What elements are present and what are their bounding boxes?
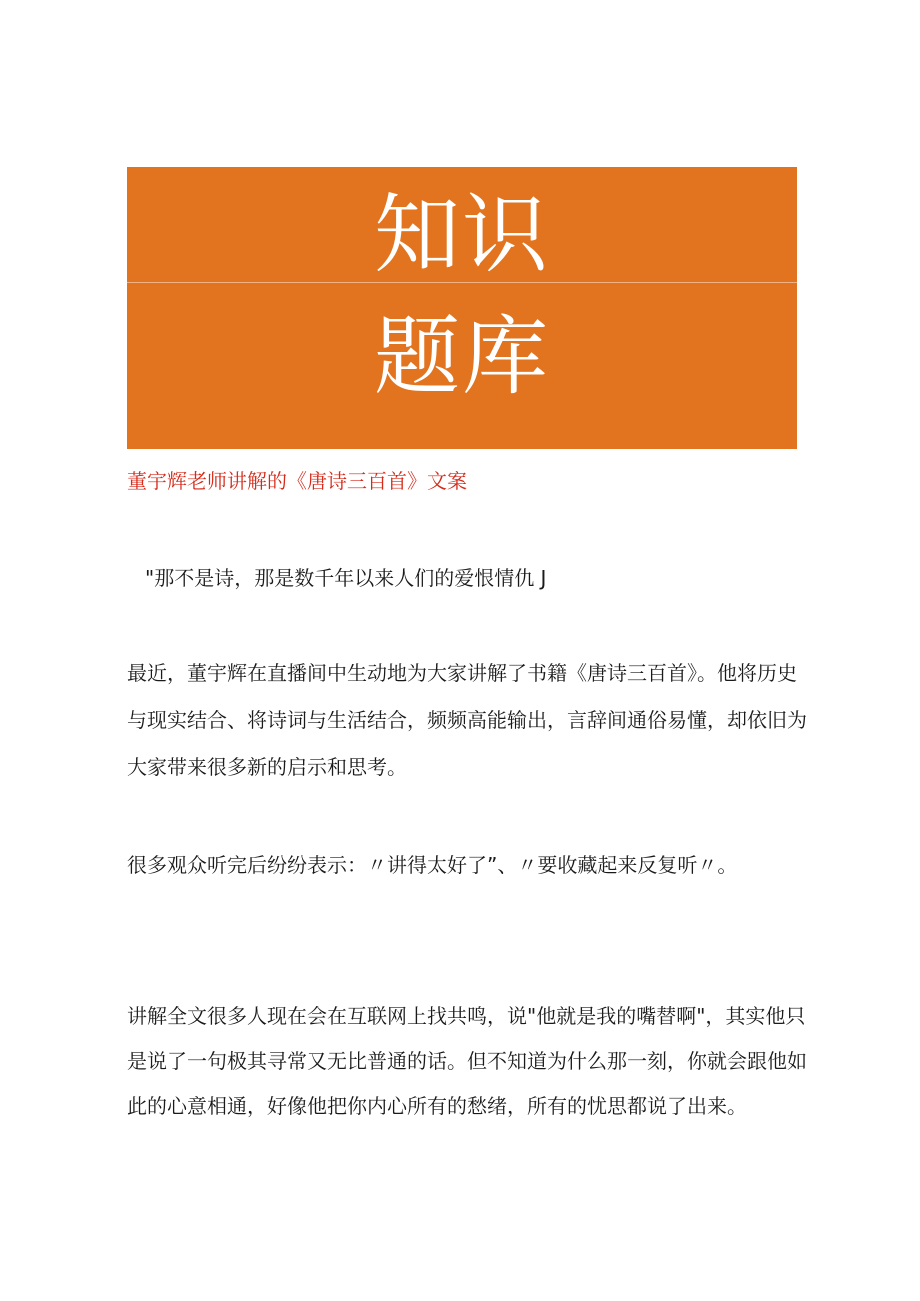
- banner-title-line2: 题库: [374, 307, 550, 407]
- document-subtitle: 董宇辉老师讲解的《唐诗三百首》文案: [127, 469, 467, 493]
- cover-banner: [127, 167, 797, 449]
- paragraph-intro: 最近，董宇辉在直播间中生动地为大家讲解了书籍《唐诗三百首》。他将历史与现实结合、将诗词与生活结合，频频高能输出，言辞间通俗易懂，却依旧为大家带来很多新的启示和思考。: [127, 661, 807, 779]
- paragraph-audience: 很多观众听完后纷纷表示：〃讲得太好了”、〃要收藏起来反复听〃。: [127, 853, 738, 877]
- paragraph-resonance: 讲解全文很多人现在会在互联网上找共鸣，说"他就是我的嘴替啊"，其实他只是说了一句极其寻常又无比普通的话。但不知道为什么那一刻，你就会跟他如此的心意相通，好像他把你内心所有的愁绪，所有的忧思都说了出来。: [127, 1004, 807, 1118]
- quote-line: "那不是诗，那是数千年以来人们的爱恨情仇 J: [145, 566, 547, 590]
- banner-divider: [127, 282, 797, 283]
- banner-title-line1: 知识: [374, 185, 550, 285]
